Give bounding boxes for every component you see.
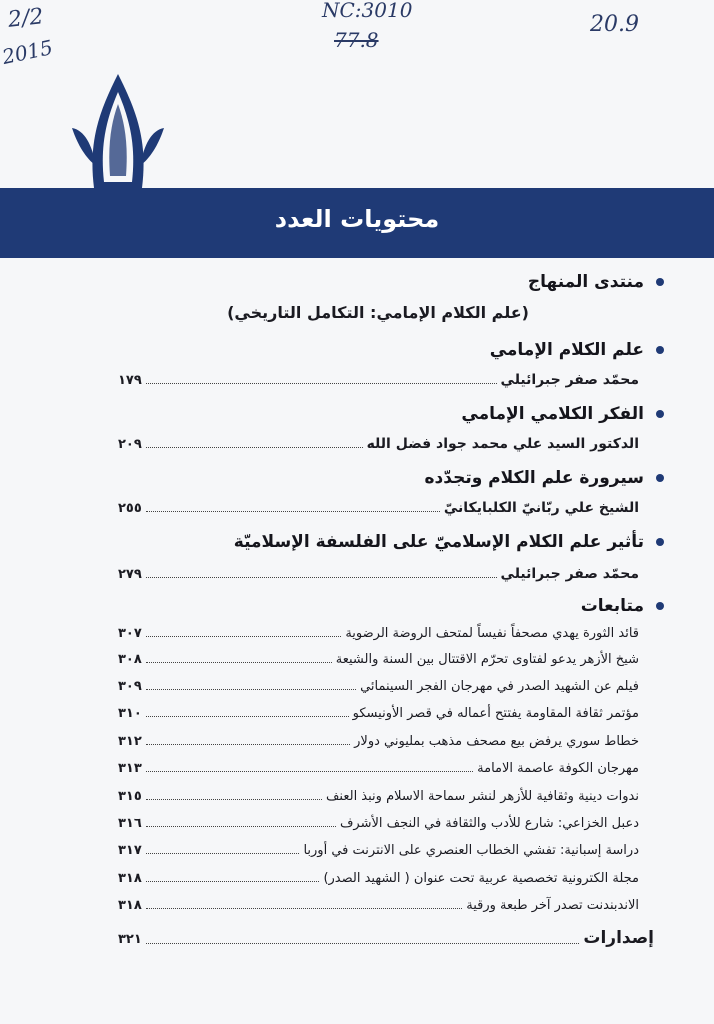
toc-heading-label: سيرورة علم الكلام وتجدّده [424,468,644,488]
toc-entry-title: دعبل الخزاعي: شارع للأدب والثقافة في النجف الأشرف [339,816,639,831]
toc-entry-title: شيخ الأزهر يدعو لفتاوى تحرّم الاقتتال بين السنة والشيعة [335,652,639,667]
toc-heading-label: علم الكلام الإمامي [489,340,644,360]
toc-heading-label: تأثير علم الكلام الإسلاميّ على الفلسفة الإسلاميّة [233,532,644,552]
toc-entry[interactable] [118,500,639,516]
toc-entry[interactable] [118,706,639,721]
toc-entry-title: مؤتمر ثقافة المقاومة يفتتح أعماله في قصر الأونيسكو [352,706,639,721]
toc-heading-section-4 [234,532,664,552]
bullet-icon [656,410,664,418]
toc-publications-label: إصدارات [583,928,654,948]
toc-entry-page: ٢٥٥ [118,501,142,516]
toc-entry-page: ٣١٨ [118,871,142,886]
toc-heading-follow-ups [581,596,664,616]
toc-entry-title: مهرجان الكوفة عاصمة الامامة [477,761,639,776]
toc-entry[interactable] [118,734,639,749]
dot-leader [146,635,342,637]
toc-entry-page: ٣٠٨ [118,652,142,667]
handwritten-year: 2015 [0,34,55,70]
toc-entry-title: مجلة الكترونية تخصصية عربية تحت عنوان ( الشهيد الصدر) [323,871,639,886]
toc-entry-page: ٣١٧ [118,843,142,858]
dot-leader [146,743,350,745]
toc-entry-author: محمّد صفر جبرائيلي [500,372,639,388]
dot-leader [146,688,356,690]
toc-entry-page: ٣١٨ [118,898,142,913]
toc-entry-page: ٣١٦ [118,816,142,831]
toc-entry[interactable] [118,898,639,913]
toc-entry-page: ٣٢١ [118,932,142,947]
dot-leader [146,942,580,944]
bullet-icon [656,538,664,546]
toc-entry-title: فيلم عن الشهيد الصدر في مهرجان الفجر السينمائي [360,679,639,694]
dot-leader [146,852,300,854]
toc-heading-section-2 [461,404,664,424]
toc-entry-page: ٣١٣ [118,761,142,776]
handwritten-page-mark: 20.9 [590,12,639,37]
dot-leader [146,907,462,909]
dot-leader [146,715,349,717]
toc-entry[interactable] [118,566,639,582]
toc-entry-author: الدكتور السيد علي محمد جواد فضل الله [366,436,639,452]
toc-entry[interactable] [118,816,639,831]
handwritten-date: 2/2 [6,4,45,33]
dot-leader [146,576,497,578]
toc-entry-page: ٣٠٩ [118,679,142,694]
toc-entry-page: ٢٧٩ [118,567,142,582]
dot-leader [146,661,332,663]
toc-entry-page: ٣١٢ [118,734,142,749]
toc-entry-page: ٣١٥ [118,789,142,804]
toc-entry-page: ٣١٠ [118,706,142,721]
toc-heading-label: الفكر الكلامي الإمامي [461,404,644,424]
toc-entry[interactable] [118,871,639,886]
toc-heading-label: منتدى المنهاج [527,272,644,292]
bullet-icon [656,278,664,286]
toc-entry-title: قائد الثورة يهدي مصحفاً نفيساً لمتحف الروضة الرضوية [345,626,639,641]
toc-entry-title: ندوات دينية وثقافية للأزهر لنشر سماحة الاسلام ونبذ العنف [325,789,639,804]
toc-entry-page: ٢٠٩ [118,437,142,452]
toc-heading-section-1 [490,340,664,360]
dot-leader [146,382,497,384]
toc-entry[interactable] [118,626,639,641]
handwritten-reference-code: NC:3010 [322,0,413,22]
dot-leader [146,770,473,772]
toc-entry-page: ٣٠٧ [118,626,142,641]
toc-entry[interactable] [118,652,639,667]
toc-entry-title: الاندبندنت تصدر آخر طبعة ورقية [466,898,639,913]
toc-entry[interactable] [118,679,639,694]
toc-entry-publications[interactable] [118,928,654,948]
toc-entry-page: ١٧٩ [118,373,142,388]
toc-entry[interactable] [118,372,639,388]
toc-heading-forum [528,272,664,292]
toc-heading-label: متابعات [580,596,644,616]
toc-forum-subtitle: (علم الكلام الإمامي: التكامل التاريخي) [227,303,529,322]
page-title: محتويات العدد [274,205,440,233]
toc-entry[interactable] [118,789,639,804]
dot-leader [146,510,440,512]
dot-leader [146,446,363,448]
dot-leader [146,825,336,827]
toc-entry[interactable] [118,436,639,452]
toc-entry-title: خطاط سوري يرفض بيع مصحف مذهب بمليوني دولار [354,734,639,749]
toc-entry-author: محمّد صفر جبرائيلي [500,566,639,582]
dot-leader [146,880,320,882]
bullet-icon [656,474,664,482]
toc-heading-section-3 [424,468,664,488]
handwritten-number: 77.8 [334,28,379,52]
dot-leader [146,798,322,800]
toc-entry[interactable] [118,843,639,858]
toc-entry-author: الشيخ علي ربّانيّ الكلبايكانيّ [443,500,639,516]
toc-entry[interactable] [118,761,639,776]
toc-entry-title: دراسة إسبانية: تفشي الخطاب العنصري على الانترنت في أوربا [303,843,639,858]
bullet-icon [656,346,664,354]
bullet-icon [656,602,664,610]
